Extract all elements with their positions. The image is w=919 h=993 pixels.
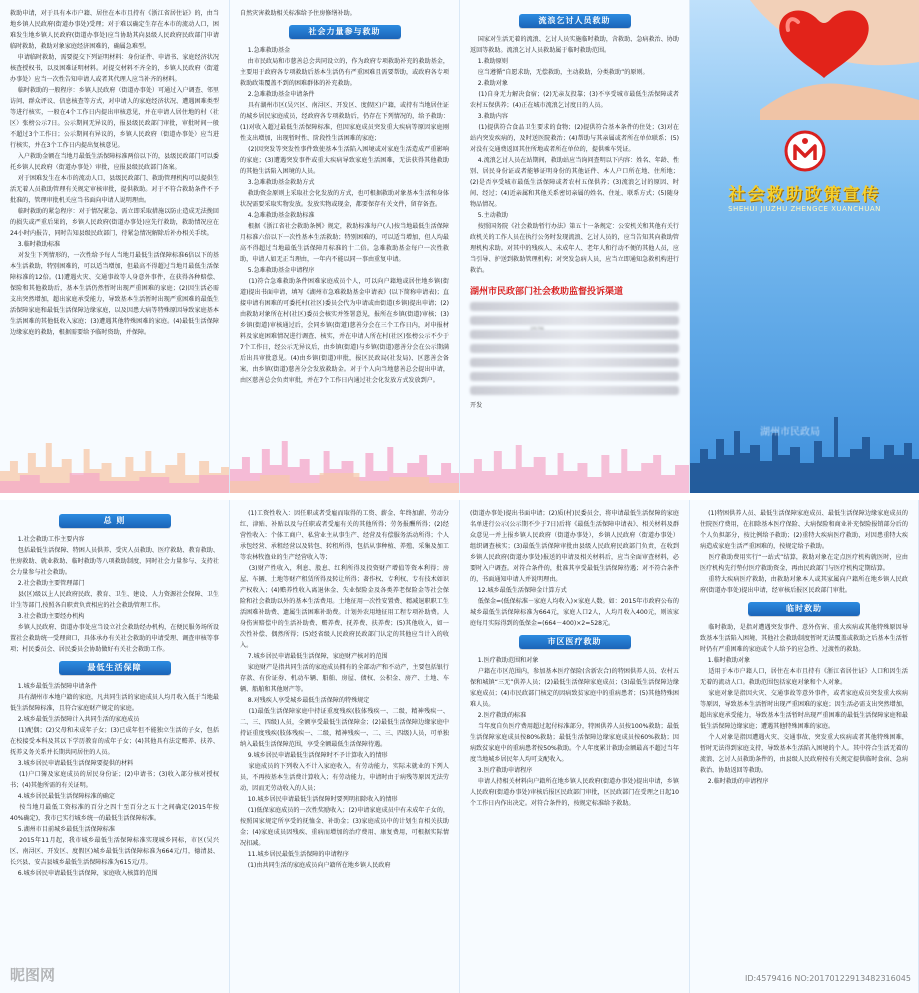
panel-body-text: 临时救助，是指对遭遇突发事件、意外伤害、重大疾病或其他特殊原因导致基本生活陷入困境，其他社会救助制度暂时无法覆盖或救助之后基本生活暂时仍有严重困难的家庭或个人给予的应急性、过渡性的救助。 1.临时救助对象 适用于本市户籍人口，居住在本市且持有《浙江省居住证》人口和因生活无着的流动人口。救助范围包括家庭对象和个人对象。 家庭对象是指因火灾、交通事故等意外事件，或者家庭成员突发重大疾病等原因，导致基本生活暂时出现严重困难的家庭；因生活必需支出突然增加，超出家庭承受能力，导致基本生活暂时出现严重困难的最低生活保障家庭和最低生活保障边缘家庭；遭遇其他特殊困难的家庭。 个人对象是指因遭遇火灾、交通事故、突发重大疾病或者其他特殊困难，暂时无法得到家庭支持，导致基本生活陷入困境的个人。其中符合生活无着的流浪、乞讨人员救助条件的，由县级人民政府按有关规定提供临时食宿、急病救治、协助返回等救助。 2.临时救助的申请程序 (700, 624, 909, 785)
panel-body-text: (街道办事处)提出书面申请；(2)质(村)民委员会，将申请最低生活保障的家庭名单进行公示(公示期不少于7日)后将《最低生活保障申请表》、相关材料及群众意见一并上报乡镇人民政府（街道办事处），乡镇人民政府（街道办事处）组织调查核实；(3)最低生活保障审批由县级人民政府民政部门负责，在收到乡镇人民政府(街道办事处)报送的申请及相关材料后，应当全面审查材料，必要时入户调查。对符合条件的，批准其享受最低生活保障待遇；对不符合条件的，书面通知申请人并说明理由。 12.城乡最低生活保障金计算方式 低保金=(低保标准－家庭人均收入)×家庭人数。如：2015年市政府公布的城乡最低生活保障标准为664元，家庭人口2人，人均月收入400元，则该家庭每月实际得到的低保金=(664－400)×2=528元。 (470, 510, 679, 627)
section-heading-minimum-living: 最低生活保障 (59, 661, 171, 675)
city-skyline-decoration (230, 423, 459, 493)
blurred-contact-line (470, 302, 679, 311)
panel-body-text: 国家对生活无着的流浪、乞讨人员实施临时救助，含救助、急病救治、协助返回等救助。流浪乞讨人员救助属于临时救助范围。 1.救助原则 应当遵循“自愿求助，无偿救助，主动救助，分类救助”的原则。 2.救助对象 (1)自身无力解决食宿；(2)无亲友投靠；(3)不享受城市最低生活保障或者农村五保供养；(4)正在城市流浪乞讨度日的人员。 3.救助内容 (1)提供符合食品卫生要求的食物；(2)提供符合基本条件的住处；(3)对在站内突发疾病的，及时送医院救治；(4)帮助与其亲属或者所在单位联系；(5)对没有交通费返回其住所地或者所在单位的，提供乘车凭证。 4.流浪乞讨人员在站期间，救助站应当询问查明以下内容：姓名、年龄、性别、居民身份证或者能够证明身份的其他证件、本人户口所在地、住所地；(2)是否享受城市最低生活保障或者农村五保供养；(3)流浪乞讨的原因、时间、经过；(4)近亲属和其他关系密切亲属的姓名、住址、联系方式；(5)随身物品情况。 5.主动救助 按照国务院《社会救助暂行办法》第五十一条规定：公安机关和其他有关行政机关的工作人员在执行公务时发现流浪、乞讨人员的，应当告知其向救助管理机构求助。对其中的残疾人、未成年人、老年人和行动不便的其他人员，应当引导、护送到救助管理机构；对突发急病人员，应当立即通知急救机构进行救治。 (470, 36, 679, 274)
panel-temporary-assistance-continued (0, 0, 230, 493)
site-watermark: 昵图网 (10, 966, 56, 984)
panel-general-and-minimum-living (0, 500, 230, 993)
section-heading-social-forces: 社会力量参与救助 (289, 25, 401, 39)
civil-affairs-emblem-icon (784, 130, 826, 172)
panel-medical-assistance (460, 500, 690, 993)
cover-subtitle: SHEHUI JIUZHU ZHENGCE XUANCHUAN (728, 205, 881, 213)
cover-organization: 湖州市民政局 (760, 427, 820, 438)
panel-body-text: 1.医疗救助范围和对象 户籍在市区范围内，参加基本医疗保险(含新农合)的特困供养人员、农村五保和城镇“三无”供养人员；(2)最低生活保障家庭成员；(3)最低生活保障边缘家庭成员；(4)市民政部门核定的因病致贫家庭中的重病患者；(5)其他特殊困难人员。 2.医疗救助的标准 当年度自负医疗费用超过起付标准部分，特困供养人员按100%救助；最低生活保障家庭成员按80%救助；最低生活保障边缘家庭成员按60%救助；因病致贫家庭中的重病患者按50%救助。个人年度累计救助金额最高不超过当年度当地城乡居民年人均可支配收入。 3.医疗救助申请程序 申请人持相关材料向户籍所在地乡镇人民政府(街道办事处)提出申请，乡镇人民政府(街道办事处)审核后报区民政部门审批，区民政部门在受理之日起10个工作日内作出决定。对符合条件的，按规定标准给予救助。 (470, 657, 680, 807)
section-heading-vagrant: 流浪乞讨人员救助 (519, 14, 631, 28)
panel-body-text: 1.城乡最低生活保障申请条件 具有湖州市本地户籍的家庭，凡共同生活的家庭成员人均月收入低于当地最低生活保障标准，且符合家庭财产规定的家庭。 2.城乡最低生活保障计入共同生活的家庭成员 (1)配偶；(2)父母和未成年子女；(3)已成年但不能独立生活的子女，包括在校接受本科及其以下学历教育的成年子女；(4)其他具有法定赡养、扶养、抚养义务关系并长期共同居住的人员。 3.城乡居民申请最低生活保障要提供的材料 (1)户口簿及家庭成员的居民身份证；(2)申请书；(3)收入部分核对授权书；(4)其他所需的有关证明。 4.城乡居民最低生活保障标准的确定 按当地月最低工资标准的百分之四十至百分之五十之间确定(2015年按40%确定)，我市已实行城乡统一的最低生活保障标准。 5.湖州市目前城乡最低生活保障标准 2015年11月起，我市城乡最低生活保障标准实现城乡同标，市区(吴兴区、南浔区、开发区、度假区)城乡最低生活保障标准为664元/月，德清县、长兴县、安吉县城乡最低生活保障标准为615元/月。 6.城乡居民申请最低生活保障，家庭收入核算的范围 (10, 683, 219, 877)
intro-text: 自然灾害救助相关标准给予住房修缮补助。 (240, 10, 356, 17)
heart-in-hands-icon (690, 0, 919, 120)
panel-temporary-assistance (690, 500, 919, 993)
blurred-contact-line (470, 358, 679, 367)
city-skyline-decoration (460, 423, 689, 493)
last-contact-label: 开发 (470, 402, 483, 409)
panel-body-text: 1.社会救助工作主要内容 包括最低生活保障、特困人员供养、受灾人员救助、医疗救助、教育救助、住房救助、就业救助、临时救助等八项救助制度，同时社会力量参与、支持社会力量参与社会救助。 2.社会救助主要管理部门 县(区)级以上人民政府民政、教育、卫生、建设、人力资源社会保障、卫生计生等部门,按照各自职责负责相应的社会救助管理工作。 3.社会救助主要经办机构 乡镇人民政府、街道办事处应当设立社会救助经办机构，在便民服务场所设置社会救助统一受理窗口，具体承办有关社会救助的申请受理、调查审核等事项；村民委员会、居民委员会协助做好有关社会救助工作。 (10, 536, 220, 653)
section-heading-temporary: 临时救助 (748, 602, 860, 616)
panel-body-text: 1.急难救助基金 由市民政局和市慈善总会共同设立的，作为政府专项救助补充的救助基金，主要用于政府各专项救助后基本生活仍有严重困难且需要帮助，或政府各专项救助政策覆盖不到的困难群体的补充救助。 2.急难救助基金申请条件 具有湖州市区(吴兴区、南浔区、开发区、度假区)户籍，或持有当地居住证的城乡居民家庭成员，经政府各专项救助后，仍存在下列情况的，给予救助：(1)对收入超过最低生活保障标准，但因家庭成员突发重大疾病等原因家庭刚性支出增加，出现暂时性、阶段性生活困难的家庭； (2)因突发等突发性事件致使基本生活陷入困境或对家庭生活造成严重影响的家庭；(3)遭遇突发事件或重大疾病导致家庭生活困难，无法获得其他救助的其他生活陷入困境的人员。 3.急难救助基金救助方式 救助资金原则上采取社会化发放的方式，也可根据救助对象基本生活和身体状况需要采取实物发放。发放实物或现金，都要保存有关文件，留存备查。 4.急难救助基金救助标准 根据《浙江省社会救助条例》规定，救助标准每户(人)按当地最低生活保障月标准六倍以下一次性基本生活救助；特别困难的，可以适当增加，但人均最高不得超过当地最低生活保障月标准的十二倍。急难救助基金每户一次性救助，申请人如无正当理由，一年内不能以同一事由重复申请。 5.急难救助基金申请程序 (1)符合急难救助条件困难家庭成员个人，可以向户籍地或居住地乡镇(街道)提出书面申请，填写《湖州市急难救助基金申请表》(以下简称申请表)；直接申请有困难的可委托村(社区)委员会代为申请或由街道(乡镇)提出申请；(2)由救助对象所在村(社区)委员会核实并签署意见，报所在乡镇(街道)审核；(3)乡镇(街道)审核通过后，会同乡镇(街道)慈善分会在三个工作日内，对申报材料及家庭困难情况进行调查、核实，并在申请人所在村(社区)张榜公示不少于7个工作日，经公示无异议后，由乡镇(街道)与乡镇(街道)慈善分会在公示期满后出具审批意见。(4)由乡镇(街道)审批，报区民政局(社发局)、区慈善会备案，由乡镇(街道)慈善分会发放救助金。对于个人向当地慈善总会提出申请，由区慈善总会负责审批，并在7个工作日内通过社会化发放方式发放到户。 (240, 47, 450, 384)
panel-vagrant-assistance (460, 0, 690, 493)
section-heading-medical: 市区医疗救助 (519, 635, 631, 649)
panel-body-text: 救助申请，对于具有本市户籍、居住在本市且持有《浙江省居住证》的，由当地乡镇人民政府(街道办事处)受理；对于难以确定生存在本市的流动人口，困难发生地乡镇人民政府(街道办事处)应当协助其向县级人民政府民政部门申请临时救助，救助对象家庭经济困难的，确属急难型。 申请临时救助，需要提交下列证明材料：身份证件、申请书、家庭经济状况核查授权书，以及困难证明材料。对提交材料不齐全的，乡镇人民政府（街道办事处）应当一次性告知申请人或者其代理人应当补齐的材料。 临时救助的一般程序：乡镇人民政府（街道办事处）可通过入户调查、邻里访问、群众评议、信息核查等方式，对申请人的家庭经济状况、遭遇困难类型等进行核实，一般在4个工作日内提出审核意见，并在申请人居住地的村（社区）张榜公示7日。公示期间无异议的，报县级民政部门审批，审批时间一般不超过3个工作日；公示期间有异议的，乡镇人民政府（街道办事处）应当进行核实，并在3个工作日内提出复核意见。 入户救助金额在当地月最低生活保障标准两倍以下的，县级民政部门可以委托乡镇人民政府（街道办事处）审批，应报县级民政部门备案。 对于困难发生在本市的流动人口，县级民政部门、救助管理机构可以提供生活无着人员救助管理有关规定审核审批，提供救助。对于不符合救助条件不予批准的，管理审批机关应当书面向申请人说明理由。 临时救助的紧急程序：对于情况紧急、需立即采取措施以防止造成无法挽回的损失或严重后果的，乡镇人民政府(街道办事处)应先行救助，救助情况应在24小时内报告，同时告知县级民政部门，待紧急情况解除后补办相关手续。 3.临时救助标准 对发生下列情形的，一次性给予每人当地月最低生活保障标准6倍以下的基本生活救助，特别困难的，可以适当增加，但最高不得超过当地月最低生活保障标准的12倍。(1)遭遇火灾、交通事故等人身意外事件，在获得各种赔偿、保险和其他救助后，基本生活仍然暂时出现严重困难的家庭；(2)因生活必需支出突然增加，超出家庭承受能力，导致基本生活暂时出现严重困难的最低生活保障家庭和最低生活保障边缘家庭，以及因患大病等特殊原因导致家庭基本生活困难的其他低收入家庭；(3)遭遇其他特殊困难的家庭。(4)最低生活保障边缘家庭的救助，根据需要给予临时资助，并保障。 (10, 10, 219, 336)
cover-title: 社会救助政策宣传 (728, 185, 881, 205)
image-id-watermark: ID:4579416 NO:20170122913482316045 (744, 974, 911, 983)
panel-minimum-living-continued (230, 500, 460, 993)
brochure-cover (690, 0, 919, 493)
blurred-contact-line (470, 372, 679, 381)
section-heading-general: 总 则 (59, 514, 171, 528)
city-skyline-decoration (0, 423, 229, 493)
blurred-contact-line (470, 344, 679, 353)
complaint-channel-title: 湖州市民政部门社会救助监督投诉渠道 (470, 287, 624, 297)
panel-body-text: (1)特困供养人员、最低生活保障家庭成员、最低生活保障边缘家庭成员的住院医疗费用，在扣除基本医疗保险、大病保险和商业补充保险报销部分后的个人负担部分，按比例给予救助；(2)重特大疾病医疗救助，对因患重特大疾病造成家庭生活严重困难的，按规定给予救助。 医疗救助费用实行“一站式”结算，救助对象在定点医疗机构就医时，应由医疗机构先行垫付医疗救助资金，再由民政部门与医疗机构定期结算。 重特大疾病医疗救助，由救助对象本人或其家属向户籍所在地乡镇人民政府(街道办事处)提出申请，经审核后报区民政部门审批。 (700, 510, 909, 594)
blurred-contact-line (470, 330, 679, 339)
panel-social-forces (230, 0, 460, 493)
blurred-contact-line (470, 386, 679, 395)
blurred-contact-line (470, 316, 679, 325)
city-skyline-decoration (690, 403, 919, 493)
panel-body-text: (1)工资性收入：因任职或者受雇而取得的工资、薪金、年终加薪、劳动分红、津贴、补贴以及与任职或者受雇有关的其他所得；劳务报酬所得；(2)经营性收入：个体工商户、私营业主从事生产、经营及有偿服务活动所得；个人承包经营、承租经营以及转包、转租所得，包括从事种植、养殖、采集及加工等农林牧渔业的生产经营收入等； (3)财产性收入，利息、股息、红利所得及投资财产增值等资本利得；房屋、车辆、土地等财产租赁所得及转让所得；著作权、专利权、专有技术如识产权收入；(4)赡养性收入离退休金、失业保险金及各类养老保险金等社会保险和社会救助以外的基本生活费用。土地征用一次性安置费、精减退职职工生活困难补助费、遗属生活困难补助费。计划外农用地征用工程专项补助费。人身伤害赔偿中的生活补助费、赡养费、抚养费、扶养费；(5)其他收入，如一次性补偿、偶然所得；(5)经省级人民政府民政部门认定的其他应当计入的收入。 7.城乡居民申请最低生活保障，家庭财产核对的范围 家庭财产是指共同生活的家庭成员拥有的全部动产和不动产，主要包括银行存款、有价证券、机动车辆、船舶、房屋、债权、公积金、房产、土地、车辆、船舶和其他财产等。 8.对残疾人享受城乡最低生活保障的特殊规定 (1)最低生活保障家庭中持证重度残疾(肢体残疾一、二级，精神残疾一、二、三、四级)人员，全额享受最低生活保障金；(2)最低生活保障边缘家庭中持证重度残疾(肢体残疾一、二级，精神残疾一、二、三、四级)人员，可单独纳入最低生活保障范围，享受全额最低生活保障待遇。 9.城乡居民申请最低生活保障时不予计算收入的情形 家庭成员的下列收入不计入家庭收入，有劳动能力，实际未就业的下列人员，不再按基本生活费计算收入；有劳动能力，申请时由于病残等原因无法劳动，因而无劳动收入的人员； 10.城乡居民申请最低生活保障时要列明扣除收入的情形 (1)低保家庭成员的一次性奖励收入；(2)申请家庭成员中有未成年子女的，按照国家规定所享受的抚恤金、补助金；(3)家庭成员中的计划生育相关扶助金；(4)家庭成员因残疾、重病而增加的治疗费用、康复费用，可根据实际情况扣减。 11.城乡居民最低生活保障的申请程序 (1)由共同生活的家庭成员向户籍所在地乡镇人民政府 (240, 510, 450, 869)
